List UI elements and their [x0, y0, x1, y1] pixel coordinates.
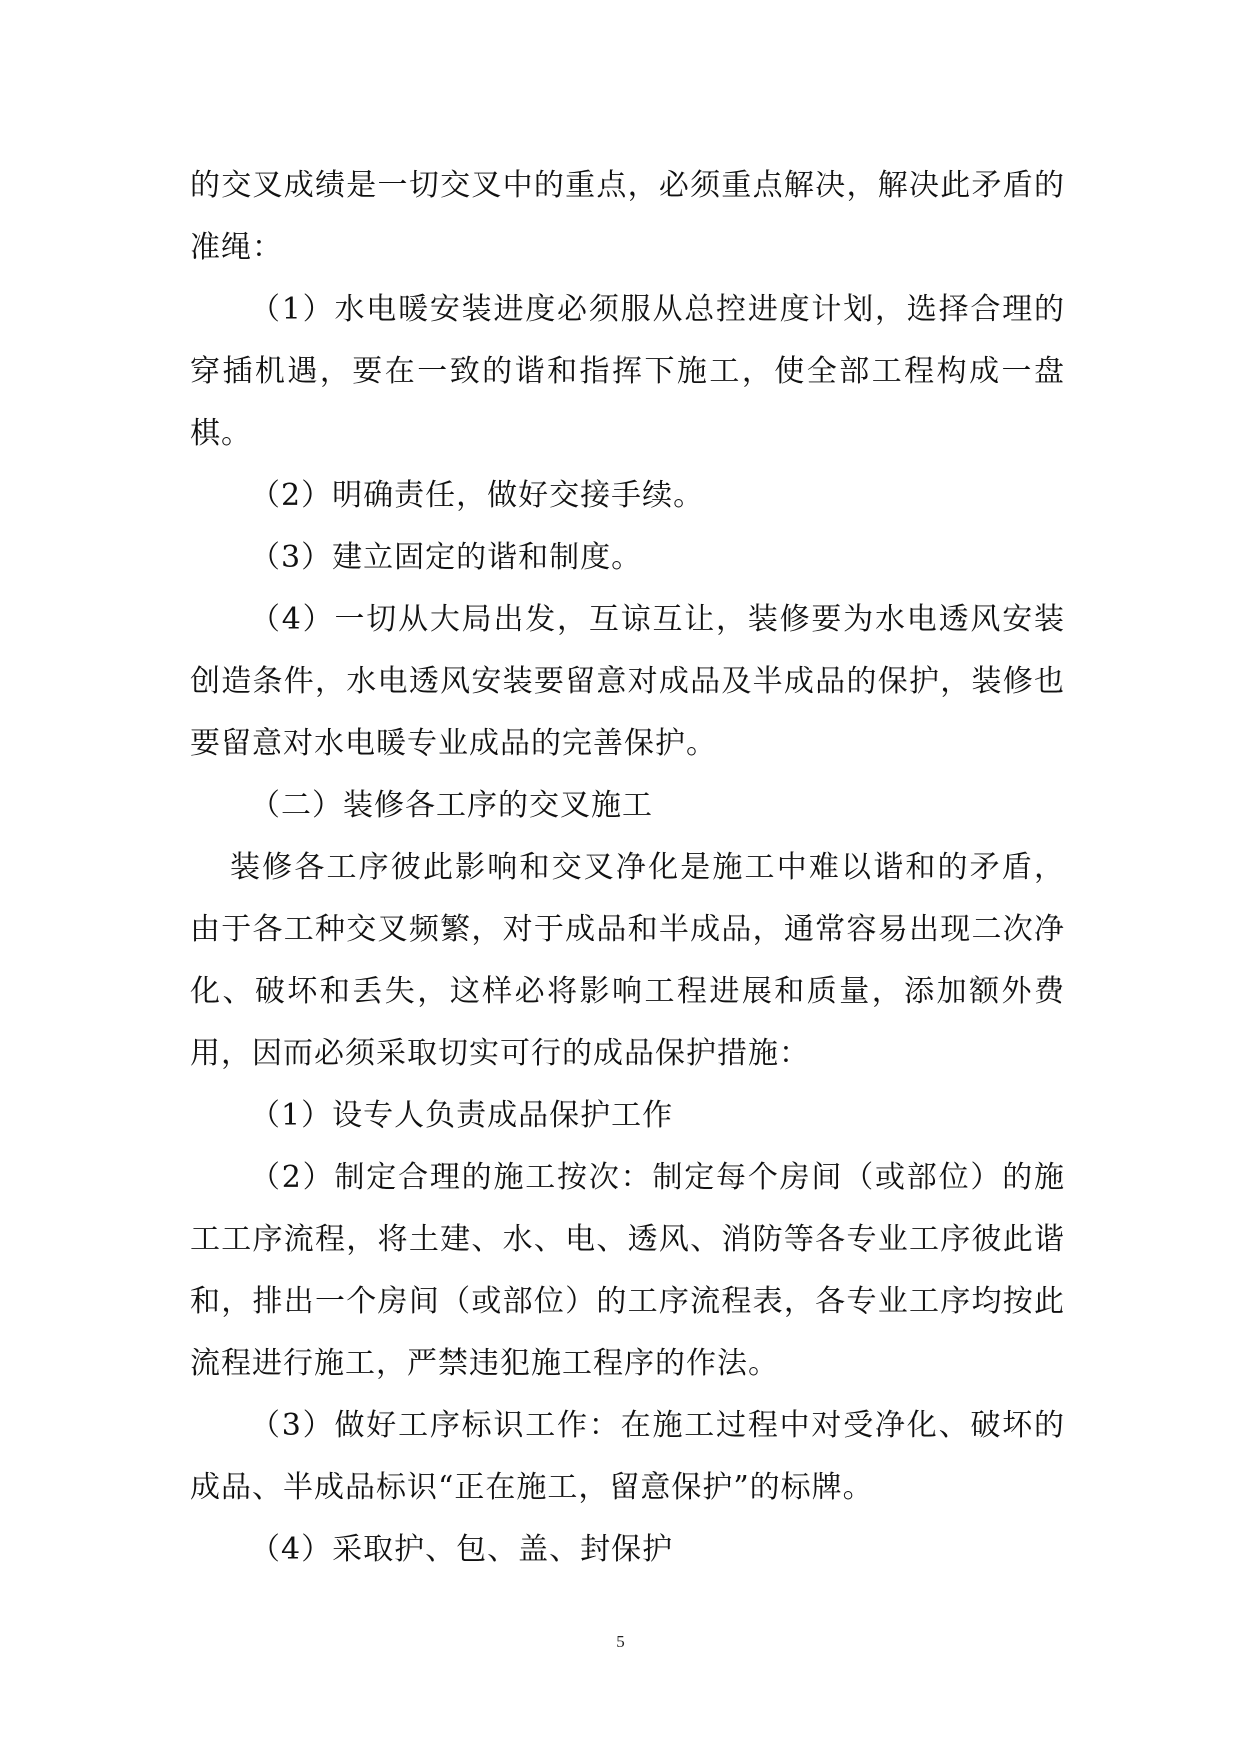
- paragraph-item-1: （1）水电暖安装进度必须服从总控进度计划，选择合理的穿插机遇，要在一致的谐和指挥下施工，使全部工程构成一盘棋。: [190, 292, 1065, 451]
- section-heading: （二）装修各工序的交叉施工: [250, 788, 653, 823]
- paragraph-item-3: （3）建立固定的谐和制度。: [250, 540, 643, 575]
- page-number: 5: [616, 1632, 625, 1651]
- paragraph-intro: 装修各工序彼此影响和交叉净化是施工中难以谐和的矛盾，由于各工种交叉频繁，对于成品和半成品，通常容易出现二次净化、破坏和丢失，这样必将影响工程进展和质量，添加额外费用，因而必须采取切实可行的成品保护措施：: [190, 850, 1065, 1071]
- paragraph-measure-4: （4）采取护、包、盖、封保护: [250, 1532, 674, 1567]
- body-text: [190, 155, 1065, 1581]
- paragraph-item-4: （4）一切从大局出发，互谅互让，装修要为水电透风安装创造条件，水电透风安装要留意对成品及半成品的保护，装修也要留意对水电暖专业成品的完善保护。: [190, 602, 1065, 761]
- paragraph-item-2: （2）明确责任，做好交接手续。: [250, 478, 705, 513]
- paragraph-measure-1: （1）设专人负责成品保护工作: [250, 1098, 674, 1133]
- paragraph-measure-3: （3）做好工序标识工作：在施工过程中对受净化、破坏的成品、半成品标识“正在施工，留意保护”的标牌。: [190, 1408, 1065, 1505]
- paragraph-measure-2: （2）制定合理的施工按次：制定每个房间（或部位）的施工工序流程，将土建、水、电、透风、消防等各专业工序彼此谐和，排出一个房间（或部位）的工序流程表，各专业工序均按此流程进行施工，严禁违犯施工程序的作法。: [190, 1160, 1065, 1381]
- paragraph-continuation: 的交叉成绩是一切交叉中的重点，必须重点解决，解决此矛盾的准绳：: [190, 168, 1065, 265]
